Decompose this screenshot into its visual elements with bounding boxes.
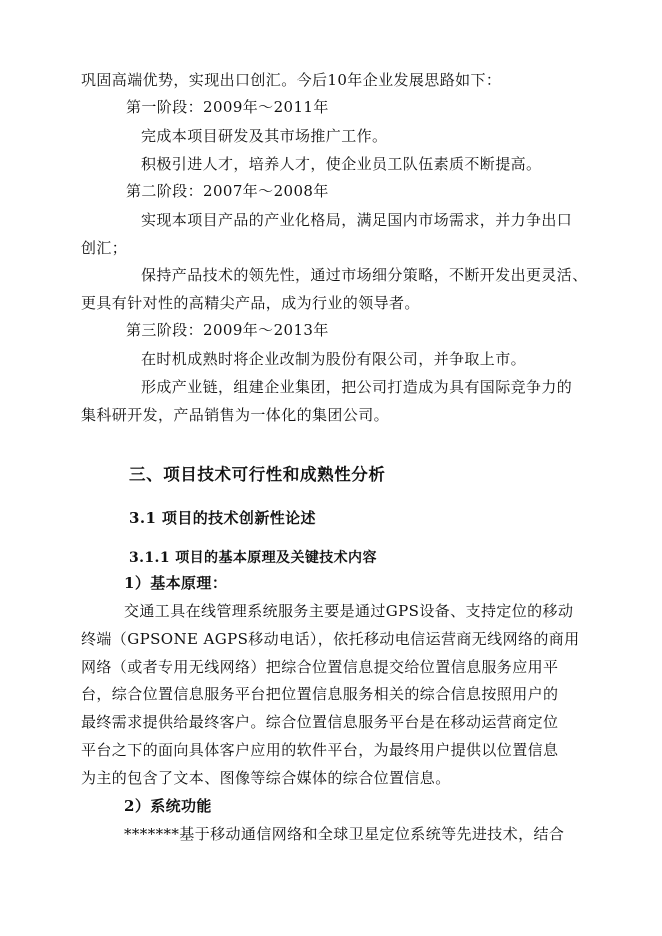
stage3-title: 第三阶段：2009年～2013年 bbox=[126, 321, 329, 339]
stage1-item: 完成本项目研发及其市场推广工作。 bbox=[141, 127, 388, 145]
stage2-title: 第二阶段：2007年～2008年 bbox=[126, 182, 329, 200]
function-heading: 2）系统功能 bbox=[124, 797, 212, 815]
principle-line: 终端（GPSONE AGPS移动电话），依托移动电信运营商无线网络的商用 bbox=[81, 630, 580, 648]
principle-line: 为主的包含了文本、图像等综合媒体的综合位置信息。 bbox=[81, 769, 451, 787]
stage2-item2-line: 更具有针对性的高精尖产品，成为行业的领导者。 bbox=[81, 294, 420, 312]
stage2-item1-line: 实现本项目产品的产业化格局，满足国内市场需求，并力争出口 bbox=[141, 211, 573, 229]
principle-line: 平台之下的面向具体客户应用的软件平台，为最终用户提供以位置信息 bbox=[81, 741, 559, 759]
stage3-item2-line: 形成产业链，组建企业集团，把公司打造成为具有国际竞争力的 bbox=[141, 378, 573, 396]
stage1-title: 第一阶段：2009年～2011年 bbox=[126, 98, 329, 116]
function-line: *******基于移动通信网络和全球卫星定位系统等先进技术，结合 bbox=[124, 825, 565, 843]
principle-line: 台，综合位置信息服务平台把位置信息服务相关的综合信息按照用户的 bbox=[81, 685, 559, 703]
section-3-heading: 三、项目技术可行性和成熟性分析 bbox=[129, 465, 386, 484]
principle-line: 最终需求提供给最终客户。综合位置信息服务平台是在移动运营商定位 bbox=[81, 713, 559, 731]
stage2-item1-line: 创汇； bbox=[81, 239, 128, 257]
section-3-1-1-heading: 3.1.1 项目的基本原理及关键技术内容 bbox=[129, 550, 377, 566]
intro-line: 巩固高端优势，实现出口创汇。今后10年企业发展思路如下： bbox=[81, 71, 502, 89]
stage3-item2-line: 集科研开发，产品销售为一体化的集团公司。 bbox=[81, 406, 390, 424]
stage2-item2-line: 保持产品技术的领先性，通过市场细分策略，不断开发出更灵活、 bbox=[141, 266, 588, 284]
stage1-item: 积极引进人才，培养人才，使企业员工队伍素质不断提高。 bbox=[141, 155, 542, 173]
principle-heading: 1）基本原理： bbox=[124, 574, 228, 592]
principle-line: 交通工具在线管理系统服务主要是通过GPS设备、支持定位的移动 bbox=[124, 602, 574, 620]
section-3-1-heading: 3.1 项目的技术创新性论述 bbox=[129, 509, 316, 527]
principle-line: 网络（或者专用无线网络）把综合位置信息提交给位置信息服务应用平 bbox=[81, 658, 559, 676]
stage3-item: 在时机成熟时将企业改制为股份有限公司，并争取上市。 bbox=[141, 350, 527, 368]
